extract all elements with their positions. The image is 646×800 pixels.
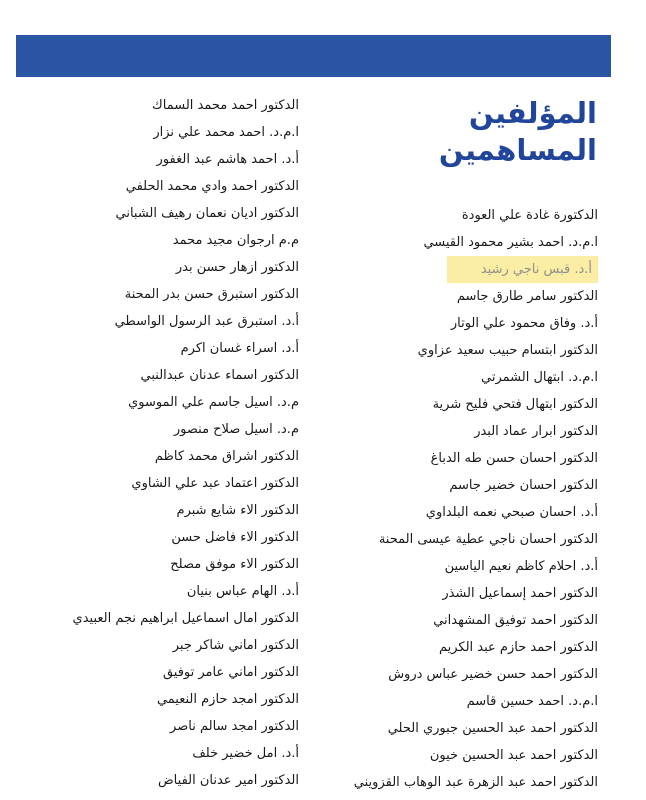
contributor-name: الدكتور اسماء عدنان عبدالنبي [140,368,299,383]
highlight-mark: أ.د. قبس ناجي رشيد [447,256,598,283]
contributor-name: الدكتور امال اسماعيل ابراهيم نجم العبيدي [72,611,299,626]
contributor-name: الدكتورة غادة علي العودة [461,208,598,223]
contributor-name: الدكتور امجد حازم النعيمي [156,692,299,707]
contributor-name: الدكتور امير عدنان الفياض [157,773,299,788]
contributor-name: الدكتور امجد سالم ناصر [170,719,299,734]
contributor-name: أ.د. امل خضير خلف [192,746,299,761]
contributor-name: أ.د. استبرق عبد الرسول الواسطي [114,314,299,329]
contributor-name: ا.م.د. ابتهال الشمرتي [481,370,598,385]
contributor-name: أ.د. اسراء غسان اكرم [180,341,299,356]
contributor-name: أ.د. احسان صبحي نعمه البلداوي [425,505,598,520]
contributor-name: الدكتور احمد عبد الحسين جبوري الحلي [387,721,598,736]
contributor-name: أ.د. وفاق محمود علي الوتار [450,316,598,331]
contributor-name: الدكتور احمد عبد الحسين خيون [429,748,598,763]
contributor-name: ا.م.د. احمد محمد علي نزار [153,125,299,140]
contributor-name: الدكتور سامر طارق جاسم [456,289,598,304]
contributor-name: م.د. اسيل صلاح منصور [173,422,299,437]
title-line-2: المساهمين [438,133,597,167]
contributor-name: الدكتور اعتماد عبد علي الشاوي [131,476,299,491]
contributor-name: الدكتور احمد عبد الزهرة عبد الوهاب القزويني [353,775,598,790]
contributor-name: الدكتور احمد حازم عبد الكريم [438,640,598,655]
contributor-name: الدكتور ازهار حسن بدر [175,260,299,275]
contributor-name: أ.د. احمد هاشم عبد الغفور [156,152,299,167]
contributor-name: م.م ارجوان مجيد محمد [172,233,299,248]
contributor-name: الدكتور احسان ناجي عطية عيسى المحنة [378,532,598,547]
contributor-name: الدكتور ابتهال فتحي فليح شرية [432,397,598,412]
contributor-name: الدكتور احمد إسماعيل الشذر [442,586,598,601]
page-title [439,95,597,169]
contributor-name: الدكتور احمد وادي محمد الحلفي [125,179,299,194]
contributor-name: الدكتور ابتسام حبيب سعيد عزاوي [417,343,598,358]
contributor-name: ا.م.د. احمد حسين قاسم [466,694,598,709]
contributor-name: الدكتور استبرق حسن بدر المحنة [124,287,299,302]
contributor-name: الدكتور احمد حسن خضير عباس دروش [388,667,598,682]
contributor-name: الدكتور اشراق محمد كاظم [154,449,299,464]
contributor-name: الدكتور احسان خضير جاسم [449,478,598,493]
contributor-name: الدكتور اديان نعمان رهيف الشباني [115,206,299,221]
contributor-name: ا.م.د. احمد بشير محمود القيسي [423,235,598,250]
contributor-name-highlighted [354,256,598,283]
contributor-name: الدكتور اماني عامر توفيق [162,665,299,680]
contributors-list-left [73,92,299,794]
contributor-name: الدكتور احمد توفيق المشهداني [433,613,598,628]
title-line-1: المؤلفين [468,96,597,130]
contributor-name: الدكتور الاء شايع شبرم [176,503,299,518]
contributor-name: الدكتور الاء موفق مصلح [170,557,299,572]
contributor-name: الدكتور ابرار عماد البدر [474,424,598,439]
contributor-name: الدكتور احسان حسن طه الدباغ [430,451,598,466]
contributor-name: م.د. اسيل جاسم علي الموسوي [128,395,299,410]
contributor-name: أ.د. الهام عباس بنيان [186,584,299,599]
contributor-name: الدكتور اماني شاكر جبر [172,638,299,653]
contributor-name: أ.د. احلام كاظم نعيم الياسين [444,559,598,574]
header-banner [16,35,611,77]
contributors-list-right [354,202,598,796]
contributor-name: الدكتور الاء فاضل حسن [171,530,299,545]
contributor-name: الدكتور احمد محمد السماك [152,98,299,113]
